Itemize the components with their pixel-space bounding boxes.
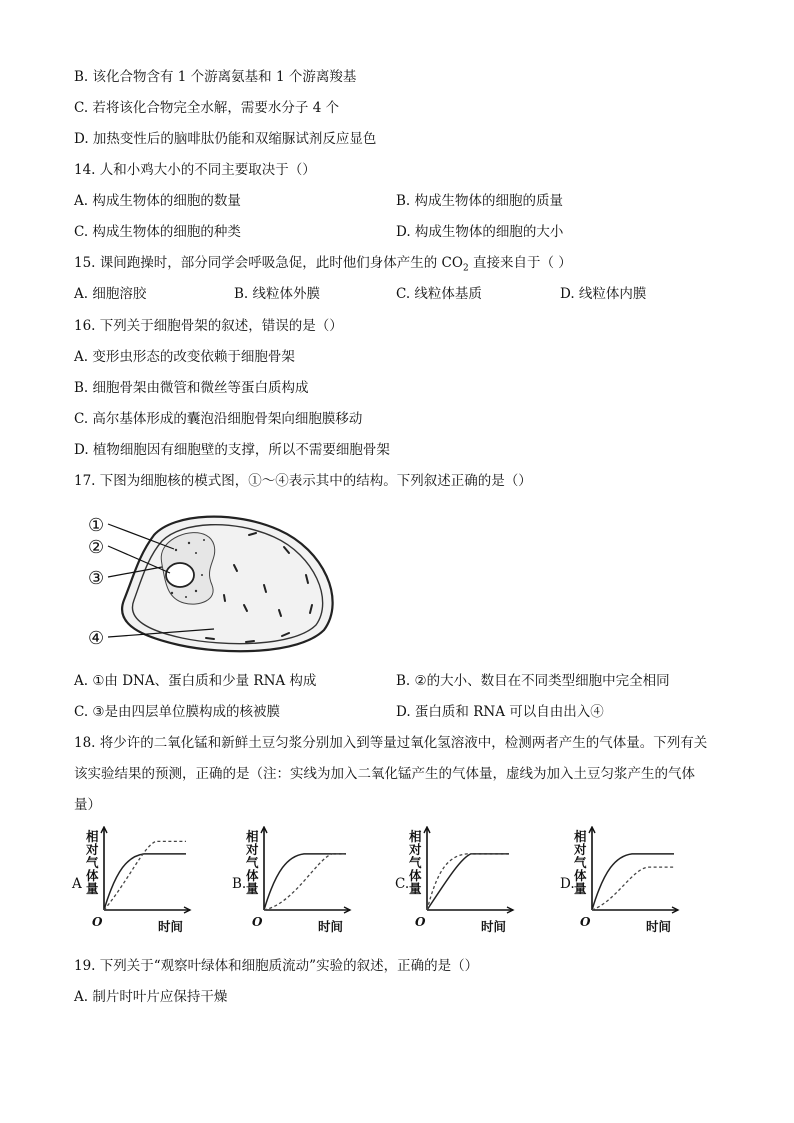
q13-option-d: D. 加热变性后的脑啡肽仍能和双缩脲试剂反应显色 bbox=[74, 131, 377, 147]
solid-curve-mno2 bbox=[104, 854, 186, 910]
q14-option-a: A. 构成生物体的细胞的数量 bbox=[74, 193, 241, 209]
graph-origin: O bbox=[415, 915, 426, 929]
graph-option-letter: B. bbox=[232, 876, 247, 892]
q15-stem: 15. 课间跑操时，部分同学会呼吸急促，此时他们身体产生的 $CO_2$ 直接来自于（ ） bbox=[74, 255, 572, 274]
label-2: ② bbox=[88, 537, 105, 558]
q17-stem: 17. 下图为细胞核的模式图，①～④表示其中的结构。下列叙述正确的是（） bbox=[74, 473, 532, 489]
q19-stem: 19. 下列关于“观察叶绿体和细胞质流动”实验的叙述，正确的是（） bbox=[74, 958, 479, 974]
q16-stem: 16. 下列关于细胞骨架的叙述，错误的是（） bbox=[74, 318, 343, 334]
graph-x-label: 时间 bbox=[481, 919, 507, 934]
graph-y-label: 相对气体量 bbox=[574, 829, 587, 896]
label-1: ① bbox=[88, 515, 105, 536]
q14-stem: 14. 人和小鸡大小的不同主要取决于（） bbox=[74, 162, 316, 178]
nucleus-diagram bbox=[84, 505, 344, 655]
q16-option-c: C. 高尔基体形成的囊泡沿细胞骨架向细胞膜移动 bbox=[74, 411, 363, 427]
q15-option-c: C. 线粒体基质 bbox=[396, 286, 482, 302]
graph-x-label: 时间 bbox=[318, 919, 344, 934]
q18-stem-line2: 该实验结果的预测，正确的是（注：实线为加入二氧化锰产生的气体量，虚线为加入土豆匀浆产生的气体 bbox=[74, 766, 695, 782]
graph-origin: O bbox=[92, 915, 103, 929]
solid-curve-mno2 bbox=[264, 854, 346, 910]
q18-stem-line1: 18. 将少许的二氧化锰和新鲜土豆匀浆分别加入到等量过氧化氢溶液中，检测两者产生的气体量。下列有关 bbox=[74, 735, 708, 751]
graph-plot bbox=[260, 826, 355, 916]
graph-x-label: 时间 bbox=[158, 919, 184, 934]
graph-origin: O bbox=[580, 915, 591, 929]
q15-option-d: D. 线粒体内膜 bbox=[560, 286, 647, 302]
label-3: ③ bbox=[88, 568, 105, 589]
solid-curve-mno2 bbox=[427, 854, 509, 910]
graph-option-letter: D. bbox=[560, 876, 575, 892]
q17-option-c: C. ③是由四层单位膜构成的核被膜 bbox=[74, 704, 281, 720]
nucleolus bbox=[166, 563, 194, 587]
q17-option-a: A. ①由 DNA、蛋白质和少量 RNA 构成 bbox=[74, 673, 317, 689]
solid-curve-mno2 bbox=[592, 854, 674, 910]
graph-y-label: 相对气体量 bbox=[86, 829, 99, 896]
q18-stem-line3: 量） bbox=[74, 797, 101, 813]
graph-plot bbox=[588, 826, 683, 916]
dashed-curve-potato bbox=[264, 854, 346, 910]
graph-option-letter: C. bbox=[395, 876, 410, 892]
dashed-curve-potato bbox=[592, 867, 674, 910]
graph-x-label: 时间 bbox=[646, 919, 672, 934]
q16-option-d: D. 植物细胞因有细胞壁的支撑，所以不需要细胞骨架 bbox=[74, 442, 390, 458]
q15-option-a: A. 细胞溶胶 bbox=[74, 286, 147, 302]
dashed-curve-potato bbox=[427, 854, 509, 910]
graph-plot bbox=[423, 826, 518, 916]
q14-option-c: C. 构成生物体的细胞的种类 bbox=[74, 224, 241, 240]
label-4: ④ bbox=[88, 628, 105, 649]
graph-option-letter: A bbox=[72, 876, 82, 892]
q17-option-d: D. 蛋白质和 RNA 可以自由出入④ bbox=[396, 704, 604, 720]
q16-option-a: A. 变形虫形态的改变依赖于细胞骨架 bbox=[74, 349, 295, 365]
q14-option-b: B. 构成生物体的细胞的质量 bbox=[396, 193, 564, 209]
q17-option-b: B. ②的大小、数目在不同类型细胞中完全相同 bbox=[396, 673, 670, 689]
nuclear-envelope bbox=[122, 517, 333, 652]
graph-y-label: 相对气体量 bbox=[246, 829, 259, 896]
graph-plot bbox=[100, 826, 195, 916]
q19-option-a: A. 制片时叶片应保持干燥 bbox=[74, 989, 228, 1005]
graph-origin: O bbox=[252, 915, 263, 929]
q16-option-b: B. 细胞骨架由微管和微丝等蛋白质构成 bbox=[74, 380, 309, 396]
graph-y-label: 相对气体量 bbox=[409, 829, 422, 896]
q14-option-d: D. 构成生物体的细胞的大小 bbox=[396, 224, 564, 240]
q13-option-c: C. 若将该化合物完全水解，需要水分子 4 个 bbox=[74, 100, 340, 116]
q15-option-b: B. 线粒体外膜 bbox=[234, 286, 321, 302]
dashed-curve-potato bbox=[104, 841, 186, 910]
q13-option-b: B. 该化合物含有 1 个游离氨基和 1 个游离羧基 bbox=[74, 69, 357, 85]
